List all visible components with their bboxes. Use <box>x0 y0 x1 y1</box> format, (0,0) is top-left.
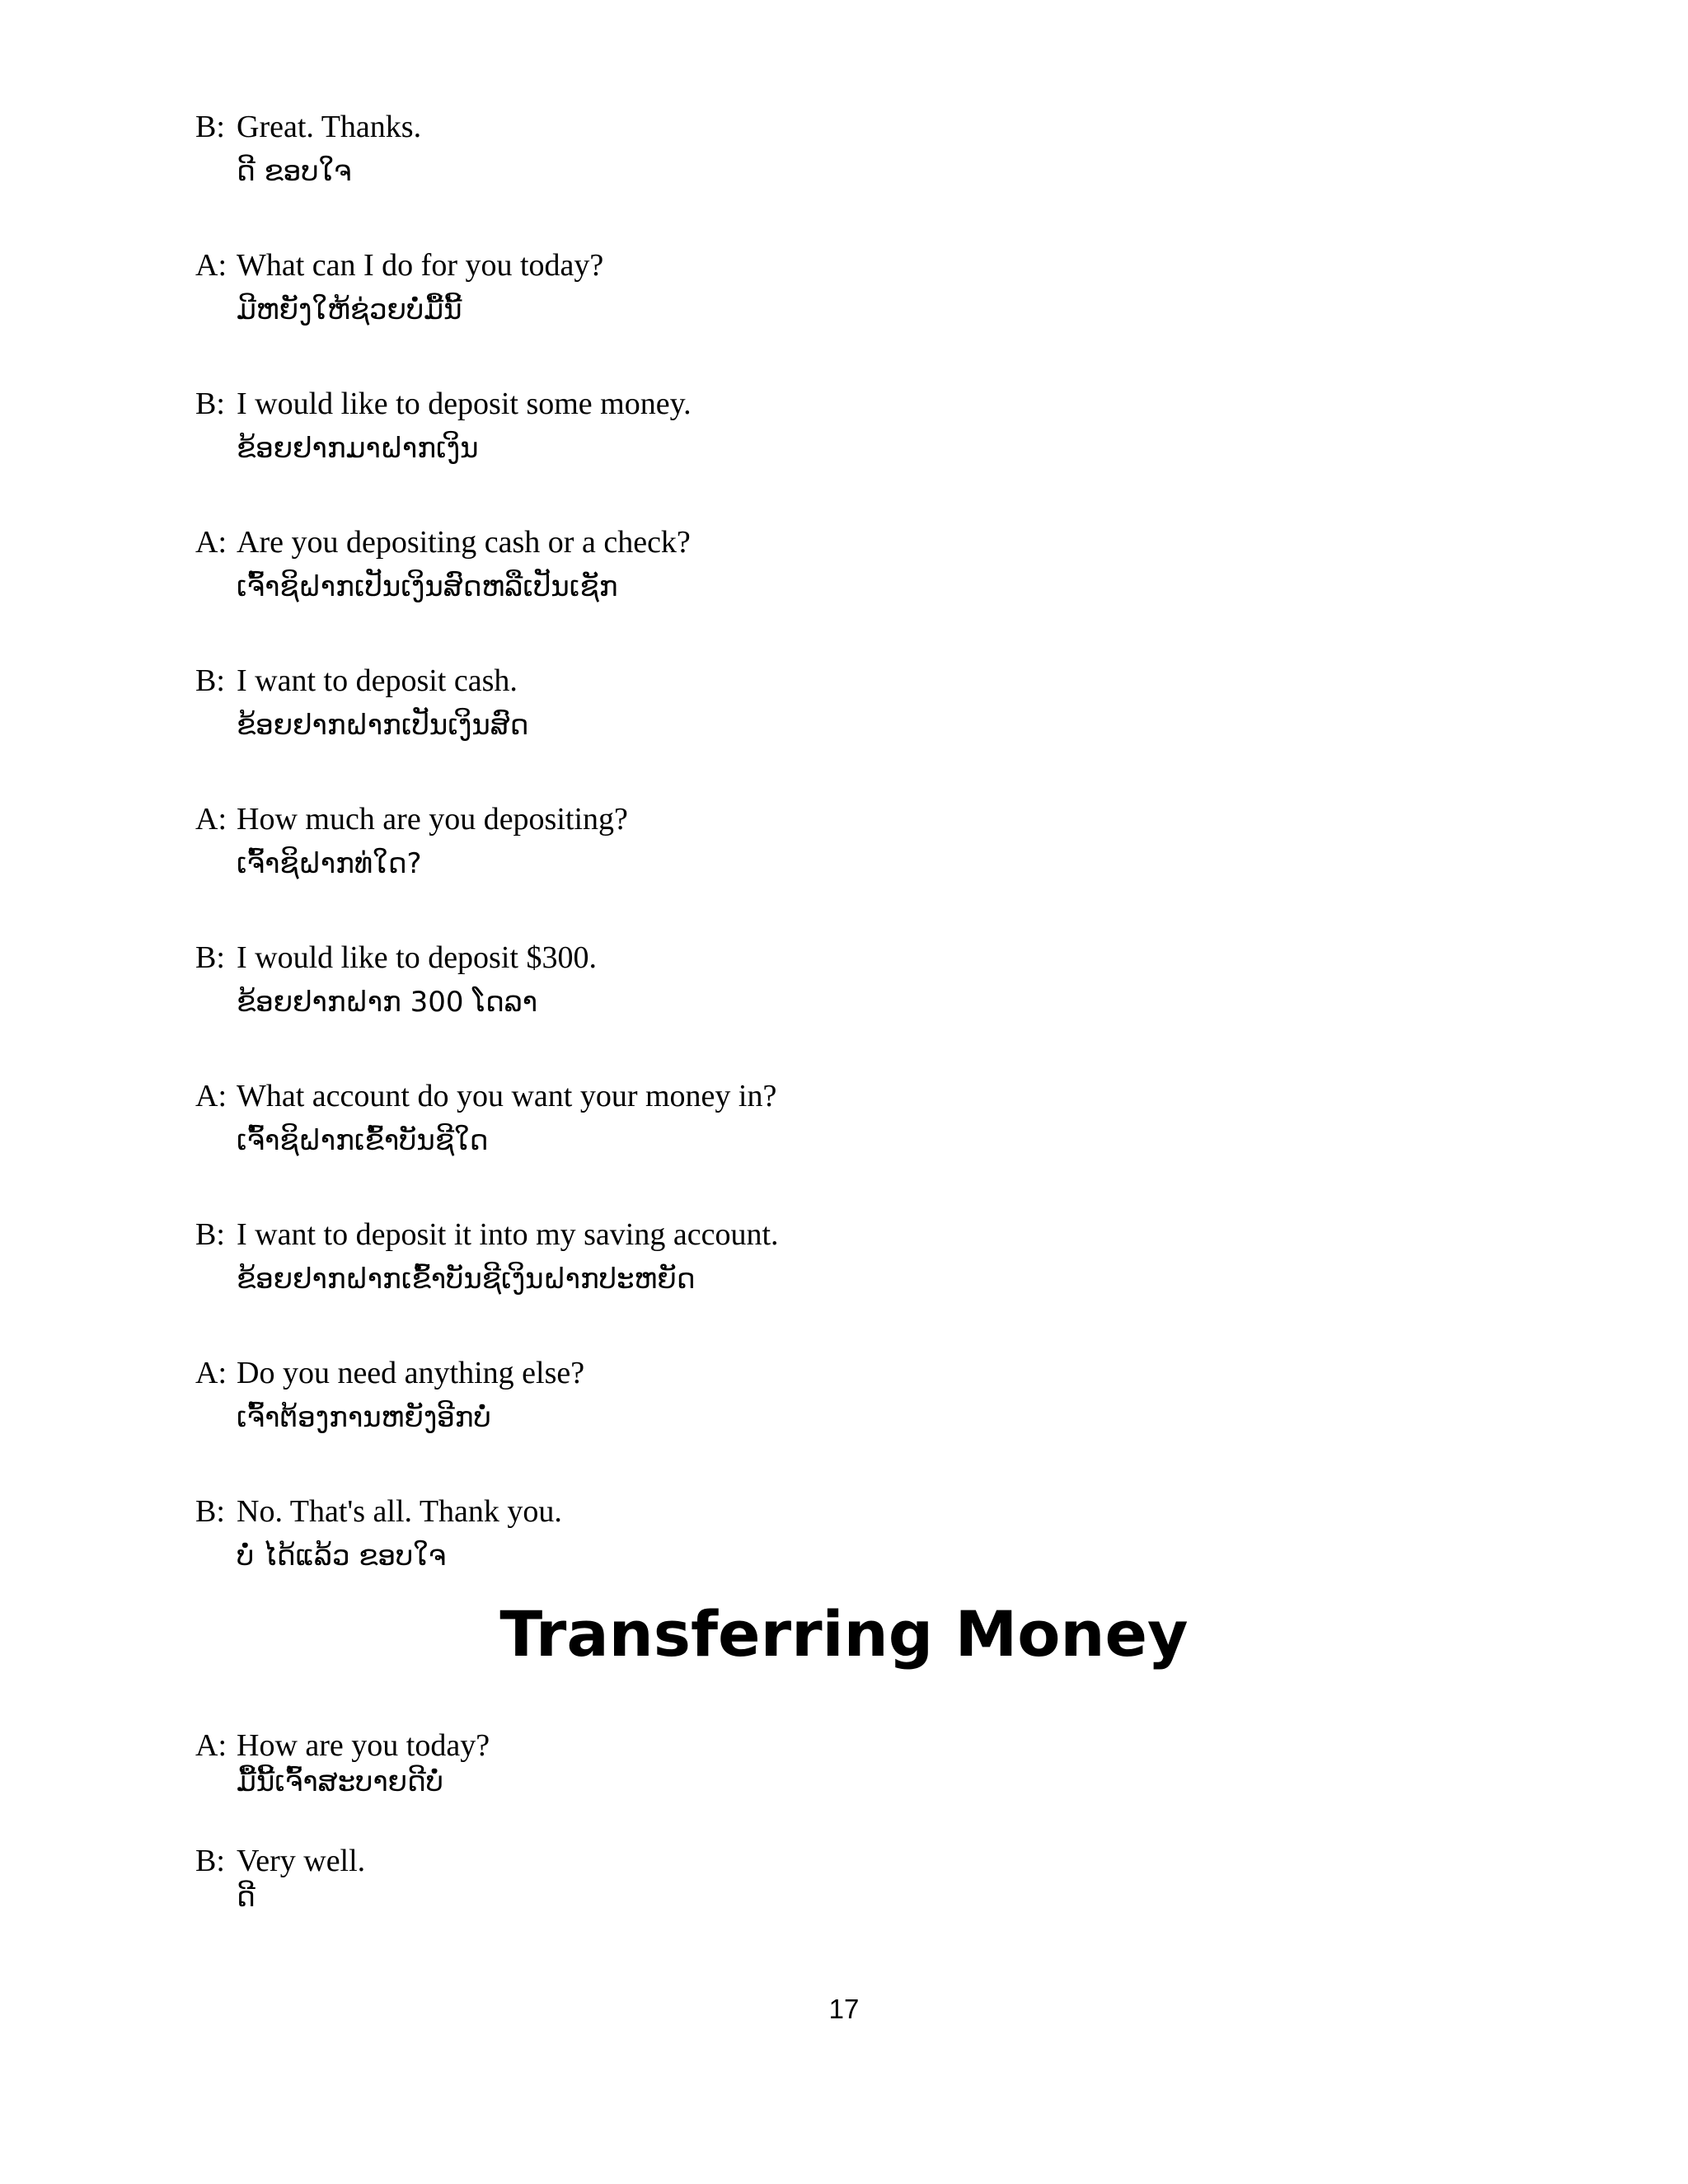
english-text: I would like to deposit some money. <box>237 387 692 421</box>
speaker-label: B: <box>195 1844 225 1878</box>
english-text: How much are you depositing? <box>237 802 628 837</box>
lao-translation: ມີຫຍັງໃຫ້ຊ່ວຍບໍ່ມື້ນີ້ <box>237 293 462 326</box>
speaker-label: A: <box>195 248 227 283</box>
english-text: Great. Thanks. <box>237 110 422 144</box>
english-text: Do you need anything else? <box>237 1356 585 1390</box>
lao-translation: ເຈົ້າຊິຝາກເປັນເງິນສົດຫລືເປັນເຊັກ <box>237 570 618 603</box>
lao-translation: ມື້ນີ້ເຈົ້າສະບາຍດີບໍ່ <box>237 1765 444 1798</box>
speaker-label: A: <box>195 1079 227 1113</box>
english-text: What account do you want your money in? <box>237 1079 777 1113</box>
speaker-label: B: <box>195 110 225 144</box>
speaker-label: A: <box>195 525 227 560</box>
lao-translation: ເຈົ້າຊິຝາກທ່ໃດ? <box>237 847 422 880</box>
english-text: I would like to deposit $300. <box>237 940 597 975</box>
lao-translation: ຂ້ອຍຢາກຝາກເຂົ້າບັນຊີເງິນຝາກປະຫຍັດ <box>237 1263 696 1296</box>
section-heading: Transferring Money <box>499 1597 1189 1671</box>
speaker-label: A: <box>195 1356 227 1390</box>
speaker-label: B: <box>195 940 225 975</box>
lao-translation: ຂ້ອຍຢາກມາຝາກເງິນ <box>237 432 479 465</box>
english-text: What can I do for you today? <box>237 248 604 283</box>
english-text: Very well. <box>237 1844 366 1878</box>
lao-translation: ເຈົ້າຕ້ອງການຫຍັງອີກບໍ່ <box>237 1401 491 1434</box>
english-text: Are you depositing cash or a check? <box>237 525 691 560</box>
speaker-label: B: <box>195 663 225 698</box>
english-text: I want to deposit cash. <box>237 663 518 698</box>
dialog-line <box>195 1727 1597 1800</box>
lao-translation: ບໍ່ ໄດ້ແລ້ວ ຂອບໃຈ <box>237 1540 447 1572</box>
dialog-line <box>195 1355 1597 1436</box>
lao-translation: ຂ້ອຍຢາກຝາກເປັນເງິນສົດ <box>237 709 529 742</box>
english-text: I want to deposit it into my saving account. <box>237 1217 779 1252</box>
english-text: No. That's all. Thank you. <box>237 1494 562 1529</box>
lao-translation: ດີ ຂອບໃຈ <box>237 155 352 188</box>
speaker-label: B: <box>195 1494 225 1529</box>
speaker-label: A: <box>195 802 227 837</box>
dialog-line <box>195 109 1597 190</box>
lao-translation: ດີ <box>237 1881 256 1914</box>
speaker-label: A: <box>195 1728 227 1763</box>
dialog-line <box>195 663 1597 743</box>
dialog-line <box>195 940 1597 1020</box>
dialog-line <box>195 1078 1597 1159</box>
english-text: How are you today? <box>237 1728 490 1763</box>
speaker-label: B: <box>195 1217 225 1252</box>
page-number: 17 <box>828 1994 860 2024</box>
dialog-line <box>195 247 1597 328</box>
dialog-line <box>195 1843 1597 1915</box>
dialog-line <box>195 386 1597 466</box>
dialog-line <box>195 801 1597 882</box>
dialog-line <box>195 1216 1597 1297</box>
dialog-line <box>195 1493 1597 1574</box>
lao-translation: ເຈົ້າຊິຝາກເຂົ້າບັນຊີໃດ <box>237 1124 489 1157</box>
dialog-line <box>195 524 1597 605</box>
speaker-label: B: <box>195 387 225 421</box>
lao-translation: ຂ້ອຍຢາກຝາກ 300 ໂດລາ <box>237 986 538 1019</box>
